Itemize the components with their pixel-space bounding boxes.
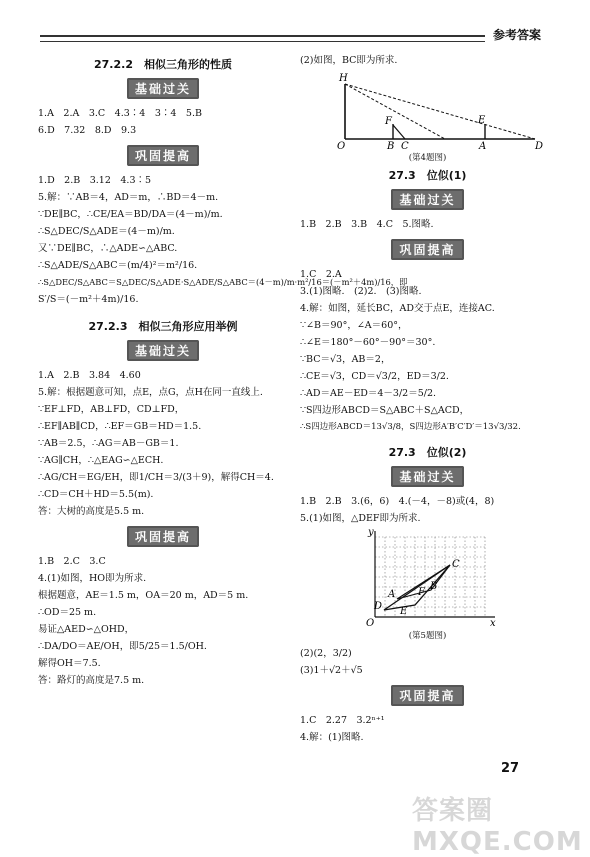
answer-line: 1.D 2.B 3.12 4.3∶5 [38,175,152,186]
figure-5-label-o: O [366,618,375,627]
answer-line: ∵BC＝√3，AB＝2， [300,354,391,365]
answer-line: 1.C 2.A [300,269,342,280]
badge-basic: 基础过关 [127,78,199,99]
answer-line: (2)如图，BC即为所求. [300,55,398,66]
answer-line: 4.解：如图，延长BC，AD交于点E，连接AC. [300,303,495,314]
answer-line: ∵AG∥CH，∴△EAG∽△ECH. [38,455,164,466]
answer-line: 1.A 2.B 3.84 4.60 [38,370,141,381]
answer-line: ∴OD＝25 m. [38,607,97,618]
answer-line: 答：路灯的高度是7.5 m. [38,675,145,686]
badge-consolidate: 巩固提高 [127,526,199,547]
section-title-27-2-2: 27.2.2 相似三角形的性质 [94,58,232,71]
answer-line: 解得OH＝7.5. [38,658,101,669]
answer-line: ∴S△DEC/S△ADE＝(4－m)/m. [38,226,175,237]
figure-4-label-o: O [337,141,346,149]
answer-line: (3)1＋√2＋√5 [300,665,363,676]
figure-4-label-e: E [478,115,486,126]
header-title: 参考答案 [493,28,542,42]
answer-line: (2)(2，3/2) [300,648,352,659]
figure-5-label-a: A [388,589,396,600]
answer-line: ∴CD＝CH＋HD＝5.5(m). [38,489,154,500]
answer-line: 5.(1)如图，△DEF即为所求. [300,513,421,524]
answer-line: 1.C 2.27 3.2ⁿ⁺¹ [300,715,385,726]
answer-line: 5.解：∵AB＝4，AD＝m，∴BD＝4－m. [38,192,219,203]
answer-line: 易证△AED∽△OHD， [38,624,135,635]
badge-basic: 基础过关 [391,466,463,487]
answer-line: 答：大树的高度是5.5 m. [38,506,145,517]
answer-line: ∵AB＝2.5，∴AG＝AB－GB＝1. [38,438,179,449]
answer-line: ∵DE∥BC，∴CE/EA＝BD/DA＝(4－m)/m. [38,209,223,220]
answer-line: ∴S△ADE/S△ABC＝(m/4)²＝m²/16. [38,260,198,271]
figure-5-grid [360,527,500,627]
header-rule [40,35,485,42]
figure-5-caption: (第5题图) [408,631,447,641]
answer-line: 根据题意，AE＝1.5 m，OA＝20 m，AD＝5 m. [38,590,249,601]
answer-line: ∴S△DEC/S△ABC＝S△DEC/S△ADE·S△ADE/S△ABC＝(4－m)/m·m²/16＝(－m²＋4m)/16，即 [38,277,408,287]
figure-4-label-c: C [401,141,409,149]
figure-4 [335,69,565,149]
figure-4-label-d: D [535,141,544,149]
answer-line: ∴AD＝AE－ED＝4－3/2＝5/2. [300,388,437,399]
figure-5-label-y: y [368,527,374,538]
figure-5-label-x: x [490,618,496,627]
answer-line: 又∵DE∥BC，∴△ADE∽△ABC. [38,243,178,254]
answer-line: 4.(1)如图，HO即为所求. [38,573,147,584]
figure-4-label-h: H [339,73,348,84]
answer-line: 6.D 7.32 8.D 9.3 [38,125,137,136]
answer-line: 1.B 2.C 3.C [38,556,106,567]
answer-line: S′/S＝(－m²＋4m)/16. [38,294,139,305]
section-title-27-3-1: 27.3 位似(1) [388,169,467,182]
figure-4-segment [345,84,535,139]
figure-5-label-e: E [400,606,408,617]
answer-line: 1.B 2.B 3.B 4.C 5.图略. [300,219,434,230]
answer-line: 4.解：(1)图略. [300,732,364,743]
answer-line: ∴CE＝√3，CD＝√3/2，ED＝3/2. [300,371,449,382]
figure-5-label-f: F [418,587,425,598]
badge-basic: 基础过关 [127,340,199,361]
answer-line: ∵S四边形ABCD＝S△ABC＋S△ACD， [300,405,470,416]
section-title-27-2-3: 27.2.3 相似三角形应用举例 [88,320,238,333]
figure-4-label-f: F [385,116,392,127]
figure-4-caption: (第4题图) [408,153,447,163]
figure-5-label-d: D [374,601,383,612]
page-number: 27 [501,761,520,776]
figure-4-segment [393,125,405,139]
answer-line: 5.解：根据题意可知，点E，点G，点H在同一直线上. [38,387,263,398]
answer-line: ∵∠B＝90°，∠A＝60°， [300,320,408,331]
answer-line: ∴∠E＝180°－60°－90°＝30°. [300,337,436,348]
figure-5-label-c: C [452,559,460,570]
figure-5-label-b: B [430,581,438,592]
watermark-logo: 答案圈 MXQE.COM [412,796,583,857]
figure-4-segment [345,84,445,139]
right-column [300,52,555,746]
answer-line: ∴EF∥AB∥CD，∴EF＝GB＝HD＝1.5. [38,421,202,432]
answer-line: ∴AG/CH＝EG/EH，即1/CH＝3/(3＋9)，解得CH＝4. [38,472,274,483]
badge-consolidate: 巩固提高 [127,145,199,166]
answer-line: 1.A 2.A 3.C 4.3∶4 3∶4 5.B [38,108,202,119]
answer-line: 3.(1)图略. (2)2. (3)图略. [300,286,422,297]
answer-line: 1.B 2.B 3.(6，6) 4.(－4，－8)或(4，8) [300,496,495,507]
answer-line: ∴DA/DO＝AE/OH，即5/25＝1.5/OH. [38,641,207,652]
answer-line: ∴S四边形ABCD＝13√3/8，S四边形A′B′C′D′＝13√3/32. [300,422,521,432]
badge-consolidate: 巩固提高 [391,239,463,260]
badge-basic: 基础过关 [391,189,463,210]
figure-4-label-b: B [387,141,395,149]
figure-4-label-a: A [479,141,487,149]
badge-consolidate: 巩固提高 [391,685,463,706]
section-title-27-3-2: 27.3 位似(2) [388,446,467,459]
answer-line: ∵EF⊥FD，AB⊥FD，CD⊥FD， [38,404,185,415]
